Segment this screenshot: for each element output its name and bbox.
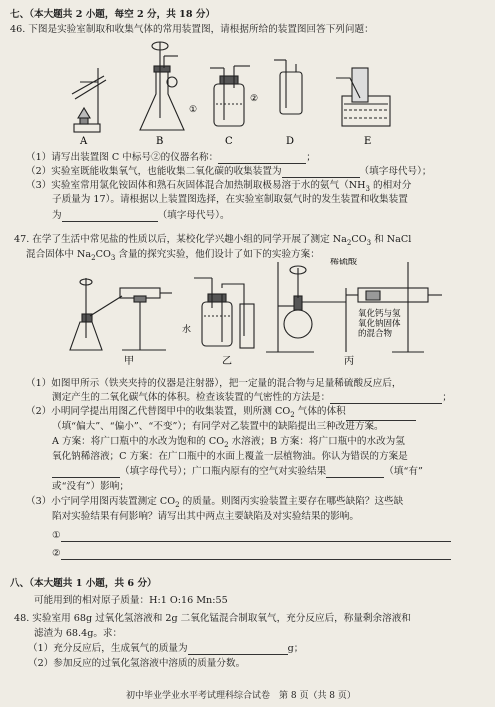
label-a: A bbox=[80, 136, 88, 147]
label-water: 水 bbox=[182, 325, 192, 335]
q47-sub2-line2: （填“偏大”、“偏小”、“不变”）；有同学对乙装置中的缺陷提出三种改进方案。 bbox=[52, 421, 384, 432]
q47-line2: 混合固体中 $Na_2CO_3$ 含量的探究实验，他们设计了如下的实验方案： bbox=[26, 249, 320, 262]
answer-blank[interactable] bbox=[326, 467, 384, 478]
mark-2: ② bbox=[250, 94, 259, 104]
q46-sub3-line2: 子质量为 17）。请根据以上装置图选择，在实验室制取氨气时的发生装置和收集装置 bbox=[52, 194, 408, 205]
answer-blank[interactable] bbox=[218, 153, 306, 164]
answer-blank[interactable] bbox=[346, 410, 416, 421]
label-yi: 乙 bbox=[222, 356, 232, 366]
label-b: B bbox=[156, 136, 164, 147]
mark-1: ① bbox=[189, 105, 198, 115]
apparatus-jia bbox=[70, 278, 172, 350]
apparatus-e bbox=[336, 68, 390, 126]
q48-line1: 48. 实验室用 68g 过氧化氢溶液和 2g 二氧化锰混合制取氧气，充分反应后，称量剩余溶液和 bbox=[14, 613, 411, 624]
apparatus-yi bbox=[194, 278, 254, 348]
q48-line2: 滤渣为 68.4g。求： bbox=[34, 628, 123, 639]
q47-line1: 47. 在学了生活中常见盐的性质以后，某校化学兴趣小组的同学开展了测定 $Na_2CO_3$ 和 NaCl bbox=[14, 234, 412, 247]
q47-sub2-line1: （2）小明同学提出用图乙代替图甲中的收集装置，则所测 $CO_2$ 气体的体积 bbox=[26, 406, 416, 421]
q46-sub1: （1）请写出装置图 C 中标号②的仪器名称： ； bbox=[26, 152, 316, 163]
q47-sub2-line3: A 方案：将广口瓶中的水改为饱和的 $CO_2$ 水溶液；B 方案：将广口瓶中的水改为氢 bbox=[52, 436, 405, 449]
q47-sub3-line1: （3）小宁同学用图丙装置测定 $CO_2$ 的质量。则图丙实验装置主要存在哪些缺陷？这些缺 bbox=[26, 496, 404, 509]
label-mixture-1: 氧化钙与氢 bbox=[358, 309, 401, 319]
q48-sub1: （1）充分反应后，生成氧气的质量为 g； bbox=[28, 643, 304, 654]
label-c: C bbox=[225, 136, 233, 147]
label-jia: 甲 bbox=[124, 356, 134, 366]
answer-blank[interactable] bbox=[282, 167, 360, 178]
q47-apparatus-figure bbox=[62, 258, 462, 366]
answer-blank[interactable] bbox=[62, 211, 158, 222]
label-bing: 丙 bbox=[344, 356, 354, 366]
label-e: E bbox=[364, 136, 372, 147]
q48-sub2: （2）参加反应的过氧化氢溶液中溶质的质量分数。 bbox=[28, 658, 246, 669]
q47-sub2-line6: 或“没有”）影响； bbox=[52, 481, 129, 492]
apparatus-c bbox=[210, 66, 250, 126]
q47-answer-1: ① bbox=[52, 530, 451, 542]
page-footer: 初中毕业学业水平考试理科综合试卷 第 8 页（共 8 页） bbox=[126, 691, 356, 701]
answer-blank[interactable] bbox=[330, 393, 442, 404]
q46-sub3-line1: （3）实验室常用氯化铵固体和熟石灰固体混合加热制取极易溶于水的氨气（$NH_3$ 的相对分 bbox=[26, 180, 412, 193]
label-mixture-3: 的混合物 bbox=[358, 329, 393, 339]
q46-sub3-line3: 为 （填字母代号）。 bbox=[52, 210, 230, 221]
q47-sub3-line2: 陷对实验结果有何影响？请写出其中两点主要缺陷及对实验结果的影响。 bbox=[52, 511, 359, 522]
relative-atomic-masses: 可能用到的相对原子质量：H:1 O:16 Mn:55 bbox=[34, 595, 228, 606]
q47-sub2-line5: （填字母代号）；广口瓶内原有的空气对实验结果 （填“有” bbox=[52, 466, 423, 478]
label-acid: 稀硫酸 bbox=[330, 258, 358, 267]
label-d: D bbox=[286, 136, 295, 147]
answer-blank[interactable] bbox=[188, 644, 288, 655]
apparatus-b bbox=[140, 42, 184, 130]
answer-blank[interactable] bbox=[52, 467, 120, 478]
q46-stem: 46. 下图是实验室制取和收集气体的常用装置图，请根据所给的装置图回答下列问题： bbox=[10, 24, 374, 35]
q47-answer-2: ② bbox=[52, 548, 451, 560]
q47-sub1-line2: 测定产生的二氧化碳气体的体积。检查该装置的气密性的方法是： ； bbox=[52, 392, 452, 403]
q46-sub2: （2）实验室既能收集氧气，也能收集二氧化碳的收集装置为 （填字母代号）； bbox=[26, 166, 432, 177]
q46-apparatus-figure bbox=[60, 38, 400, 150]
apparatus-bing bbox=[266, 262, 442, 352]
q47-sub1-line1: （1）如图甲所示（铁夹夹持的仪器是注射器），把一定量的混合物与足量稀硫酸反应后， bbox=[26, 378, 402, 389]
apparatus-a bbox=[72, 68, 106, 132]
q47-sub2-line4: 氧化钠稀溶液；C 方案：在广口瓶中的水面上覆盖一层植物油。你认为错误的方案是 bbox=[52, 451, 408, 462]
answer-blank[interactable] bbox=[61, 549, 451, 560]
answer-blank[interactable] bbox=[61, 531, 451, 542]
section8-heading: 八、（本大题共 1 小题，共 6 分） bbox=[10, 578, 157, 589]
label-mixture-2: 氧化钠固体 bbox=[358, 319, 401, 329]
apparatus-d bbox=[274, 60, 302, 114]
section7-heading: 七、（本大题共 2 小题，每空 2 分，共 18 分） bbox=[10, 9, 216, 20]
